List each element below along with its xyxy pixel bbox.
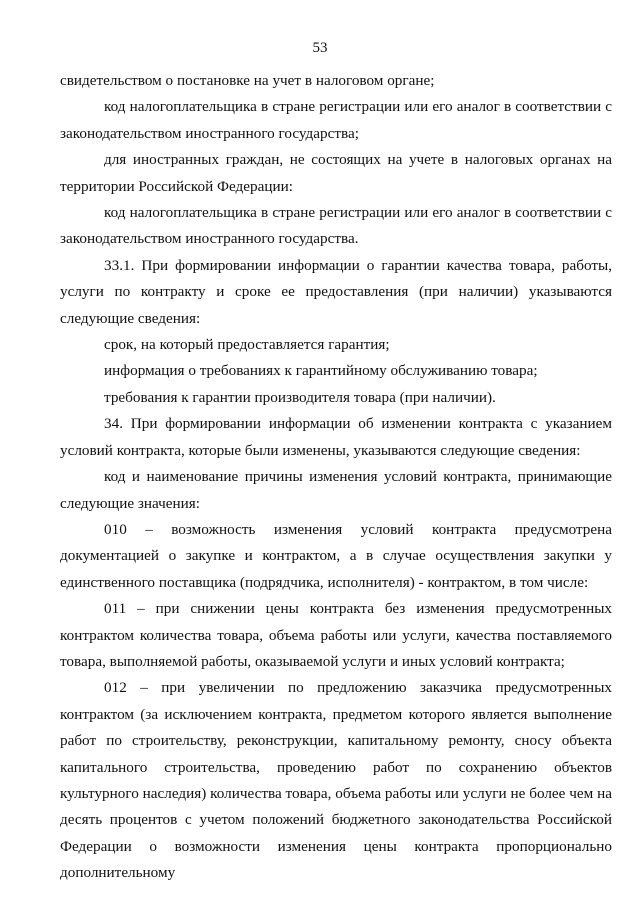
paragraph-tax-certificate: свидетельством о постановке на учет в налоговом органе; <box>60 72 435 89</box>
paragraph-code-011: 011 – при снижении цены контракта без изменения предусмотренных контрактом количества товара, объема работы или услуги, качества поставляемого товара, выполняемой работы, оказываемой услуги и иных условий контракта; <box>60 600 612 670</box>
document-body <box>60 68 612 887</box>
paragraph-warranty-service: информация о требованиях к гарантийному обслуживанию товара; <box>104 362 538 380</box>
paragraph-taxpayer-code: код налогоплательщика в стране регистрации или его аналог в соответствии с законодательством иностранного государства; <box>60 98 612 142</box>
paragraph-33-1: 33.1. При формировании информации о гарантии качества товара, работы, услуги по контракту и сроке ее предоставления (при наличии) указываются следующие сведения: <box>60 256 612 327</box>
paragraph-manufacturer-guarantee: требования к гарантии производителя товара (при наличии). <box>104 388 496 406</box>
paragraph-34: 34. При формировании информации об изменении контракта с указанием условий контракта, которые были изменены, указываются следующие сведения: <box>60 415 612 459</box>
paragraph-taxpayer-code-2: код налогоплательщика в стране регистрации или его аналог в соответствии с законодательством иностранного государства. <box>60 204 612 248</box>
page-number: 53 <box>312 40 328 56</box>
paragraph-foreign-citizens: для иностранных граждан, не состоящих на учете в налоговых органах на территории Российской Федерации: <box>60 151 612 195</box>
paragraph-guarantee-term: срок, на который предоставляется гарантия; <box>104 336 390 354</box>
paragraph-reason-code: код и наименование причины изменения условий контракта, принимающие следующие значения: <box>60 468 612 512</box>
paragraph-code-012: 012 – при увеличении по предложению заказчика предусмотренных контрактом (за исключением контракта, предметом которого является выполнение работ по строительству, реконструкции, капитальному ремонту, сносу объекта капитального строительства, проведению работ по сохранению объектов культурного наследия) количества товара, объема работы или услуги не более чем на десять процентов с учетом положений бюджетного законодательства Российской Федерации о возможности изменения цены контракта пропорционально дополнительному <box>60 679 612 882</box>
paragraph-code-010: 010 – возможность изменения условий контракта предусмотрена документацией о закупке и контрактом, а в случае осуществления закупки у единственного поставщика (подрядчика, исполнителя) - контрактом, в том числе: <box>60 520 612 591</box>
